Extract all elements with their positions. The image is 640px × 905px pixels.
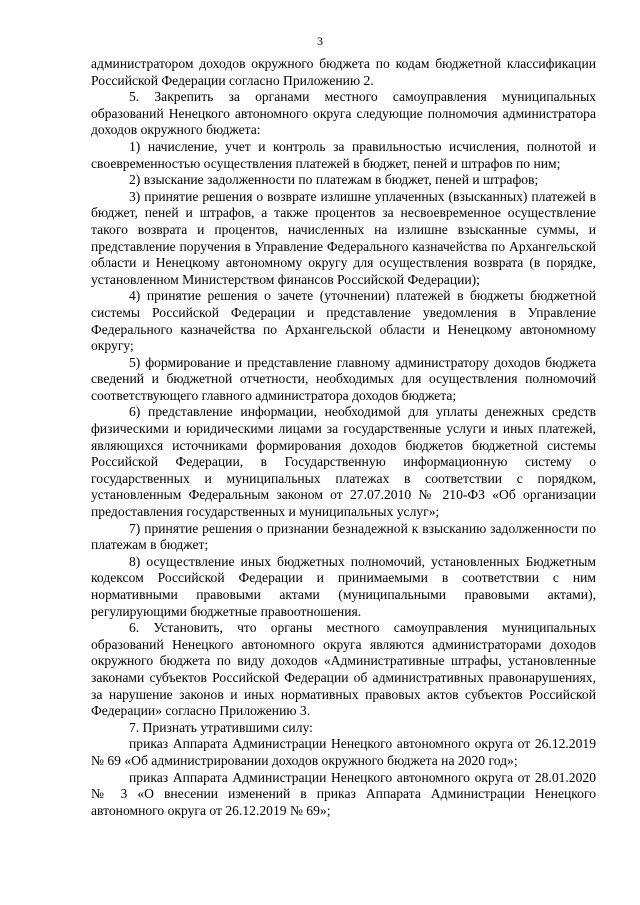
repealed-order-2: приказ Аппарата Администрации Ненецкого автономного округа от 28.01.2020 № 3 «О внесении изменений в приказ Аппарата Администрации Ненецкого автономного округа от 26.12.2019 № 69»; <box>91 769 596 818</box>
document-body <box>91 56 596 819</box>
page-number: 3 <box>317 34 323 48</box>
subitem-5: 5) формирование и представление главному администратору доходов бюджета сведений и бюджетной отчетности, необходимых для осуществления полномочий соответствующего главного администратора доходов бюджета; <box>91 354 596 403</box>
subitem-1: 1) начисление, учет и контроль за правильностью исчисления, полнотой и своевременностью осуществления платежей в бюджет, пеней и штрафов по ним; <box>91 138 596 171</box>
repealed-order-1: приказ Аппарата Администрации Ненецкого автономного округа от 26.12.2019 № 69 «Об администрировании доходов окружного бюджета на 2020 год»; <box>91 736 596 768</box>
paragraph-item-6: 6. Установить, что органы местного самоуправления муниципальных образований Ненецкого автономного округа являются администраторами доходов окружного бюджета по виду доходов «Административные штрафы, установленные законами субъектов Российской Федерации об административных правонарушениях, за нарушение законов и иных нормативных правовых актов субъектов Российской Федерации» согласно Приложению 3. <box>91 620 596 719</box>
paragraph-item-7: 7. Признать утратившими силу: <box>129 719 313 735</box>
paragraph-continuation: администратором доходов окружного бюджета по кодам бюджетной классификации Российской Федерации согласно Приложению 2. <box>91 56 596 88</box>
subitem-8: 8) осуществление иных бюджетных полномочий, установленных Бюджетным кодексом Российской Федерации и принимаемыми в соответствии с ним нормативными правовыми актами (муниципальными правовыми актами), регулирующими бюджетные правоотношения. <box>91 553 596 619</box>
paragraph-item-5: 5. Закрепить за органами местного самоуправления муниципальных образований Ненецкого автономного округа следующие полномочия администратора доходов окружного бюджета: <box>91 89 596 138</box>
subitem-6: 6) представление информации, необходимой для уплаты денежных средств физическими и юридическими лицами за государственные услуги и иных платежей, являющихся источниками формирования доходов бюджетов бюджетной системы Российской Федерации, в Государственную информационную систему о государственных и муниципальных платежах в соответствии с порядком, установленным Федеральным законом от 27.07.2010 № 210-ФЗ «Об организации предоставления государственных и муниципальных услуг»; <box>91 404 596 520</box>
subitem-7: 7) принятие решения о признании безнадежной к взысканию задолженности по платежам в бюджет; <box>91 520 596 553</box>
subitem-2: 2) взыскание задолженности по платежам в бюджет, пеней и штрафов; <box>129 172 539 188</box>
subitem-4: 4) принятие решения о зачете (уточнении) платежей в бюджеты бюджетной системы Российской Федерации и представление уведомления в Управление Федерального казначейства по Архангельской области и Ненецкому автономному округу; <box>91 288 596 354</box>
subitem-3: 3) принятие решения о возврате излишне уплаченных (взысканных) платежей в бюджет, пеней и штрафов, а также процентов за несвоевременное осуществление такого возврата и процентов, начисленных на излишне взысканные суммы, и представление поручения в Управление Федерального казначейства по Архангельской области и Ненецкому автономному округу для осуществления возврата (в порядке, установленном Министерством финансов Российской Федерации); <box>91 188 596 287</box>
